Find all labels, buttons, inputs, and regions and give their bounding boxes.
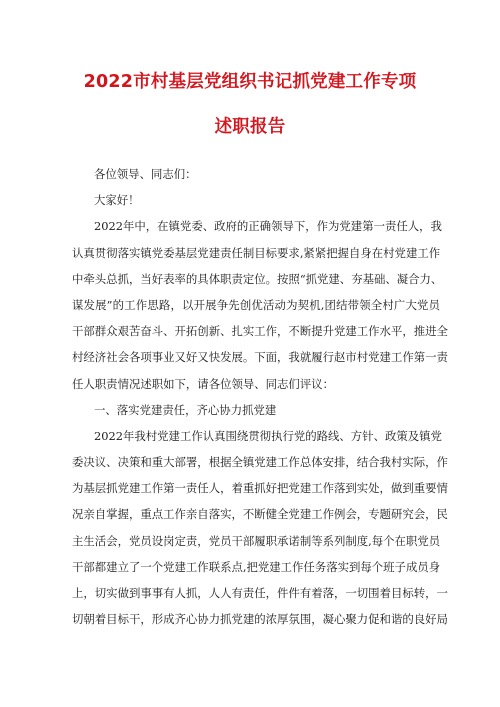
body-text-line: 中牵头总抓，当好表率的具体职责定位。按照“抓党建、夯基础、凝合力、 — [72, 271, 443, 286]
body-text-line: 上，切实做到事事有人抓，人人有责任，件件有着落，一切围着目标转，一 — [72, 586, 448, 600]
body-text-line: 任人职责情况述职如下，请各位领导、同志们评议： — [72, 376, 334, 391]
document-body — [72, 161, 448, 632]
document-title-line-2: 述职报告 — [214, 117, 286, 137]
body-text-line: 干部都建立了一个党建工作联系点,把党建工作任务落实到每个班子成员身 — [72, 559, 441, 574]
body-text-line: 2022年我村党建工作认真围绕贯彻执行党的路线、方针、政策及镇党 — [94, 428, 442, 443]
body-text-line: 一、落实党建责任，齐心协力抓党建 — [94, 402, 277, 417]
body-text-line: 主生活会，党员设岗定责，党员干部履职承诺制等系列制度,每个在职党员 — [72, 533, 441, 548]
body-text-line: 村经济社会各项事业又好又快发展。下面，我就履行赵市村党建工作第一责 — [72, 350, 448, 365]
body-text-line: 认真贯彻落实镇党委基层党建责任制目标要求,紧紧把握自身在村党建工作 — [72, 245, 441, 260]
body-text-line: 谋发展”的工作思路，以开展争先创优活动为契机,团结带领全村广大党员 — [72, 297, 440, 312]
body-text-line: 2022年中，在镇党委、政府的正确领导下，作为党建第一责任人，我 — [94, 219, 442, 234]
body-text-line: 委决议、决策和重大部署，根据全镇党建工作总体安排，结合我村实际，作 — [72, 455, 448, 470]
body-text-line: 为基层抓党建工作第一责任人，着重抓好把党建工作落到实处，做到重要情 — [72, 481, 448, 496]
body-text-line: 各位领导、同志们： — [94, 167, 197, 181]
document-title-line-1: 2022市村基层党组织书记抓党建工作专项 — [83, 72, 417, 92]
body-text-line: 干部群众艰苦奋斗、开拓创新、扎实工作，不断提升党建工作水平，推进全 — [72, 324, 448, 339]
body-text-line: 大家好！ — [94, 193, 140, 208]
body-text-line: 况亲自掌握，重点工作亲自落实，不断健全党建工作例会，专题研究会，民 — [72, 507, 448, 522]
body-text-line: 切朝着目标干，形成齐心协力抓党建的浓厚氛围，凝心聚力促和谐的良好局 — [72, 612, 448, 627]
